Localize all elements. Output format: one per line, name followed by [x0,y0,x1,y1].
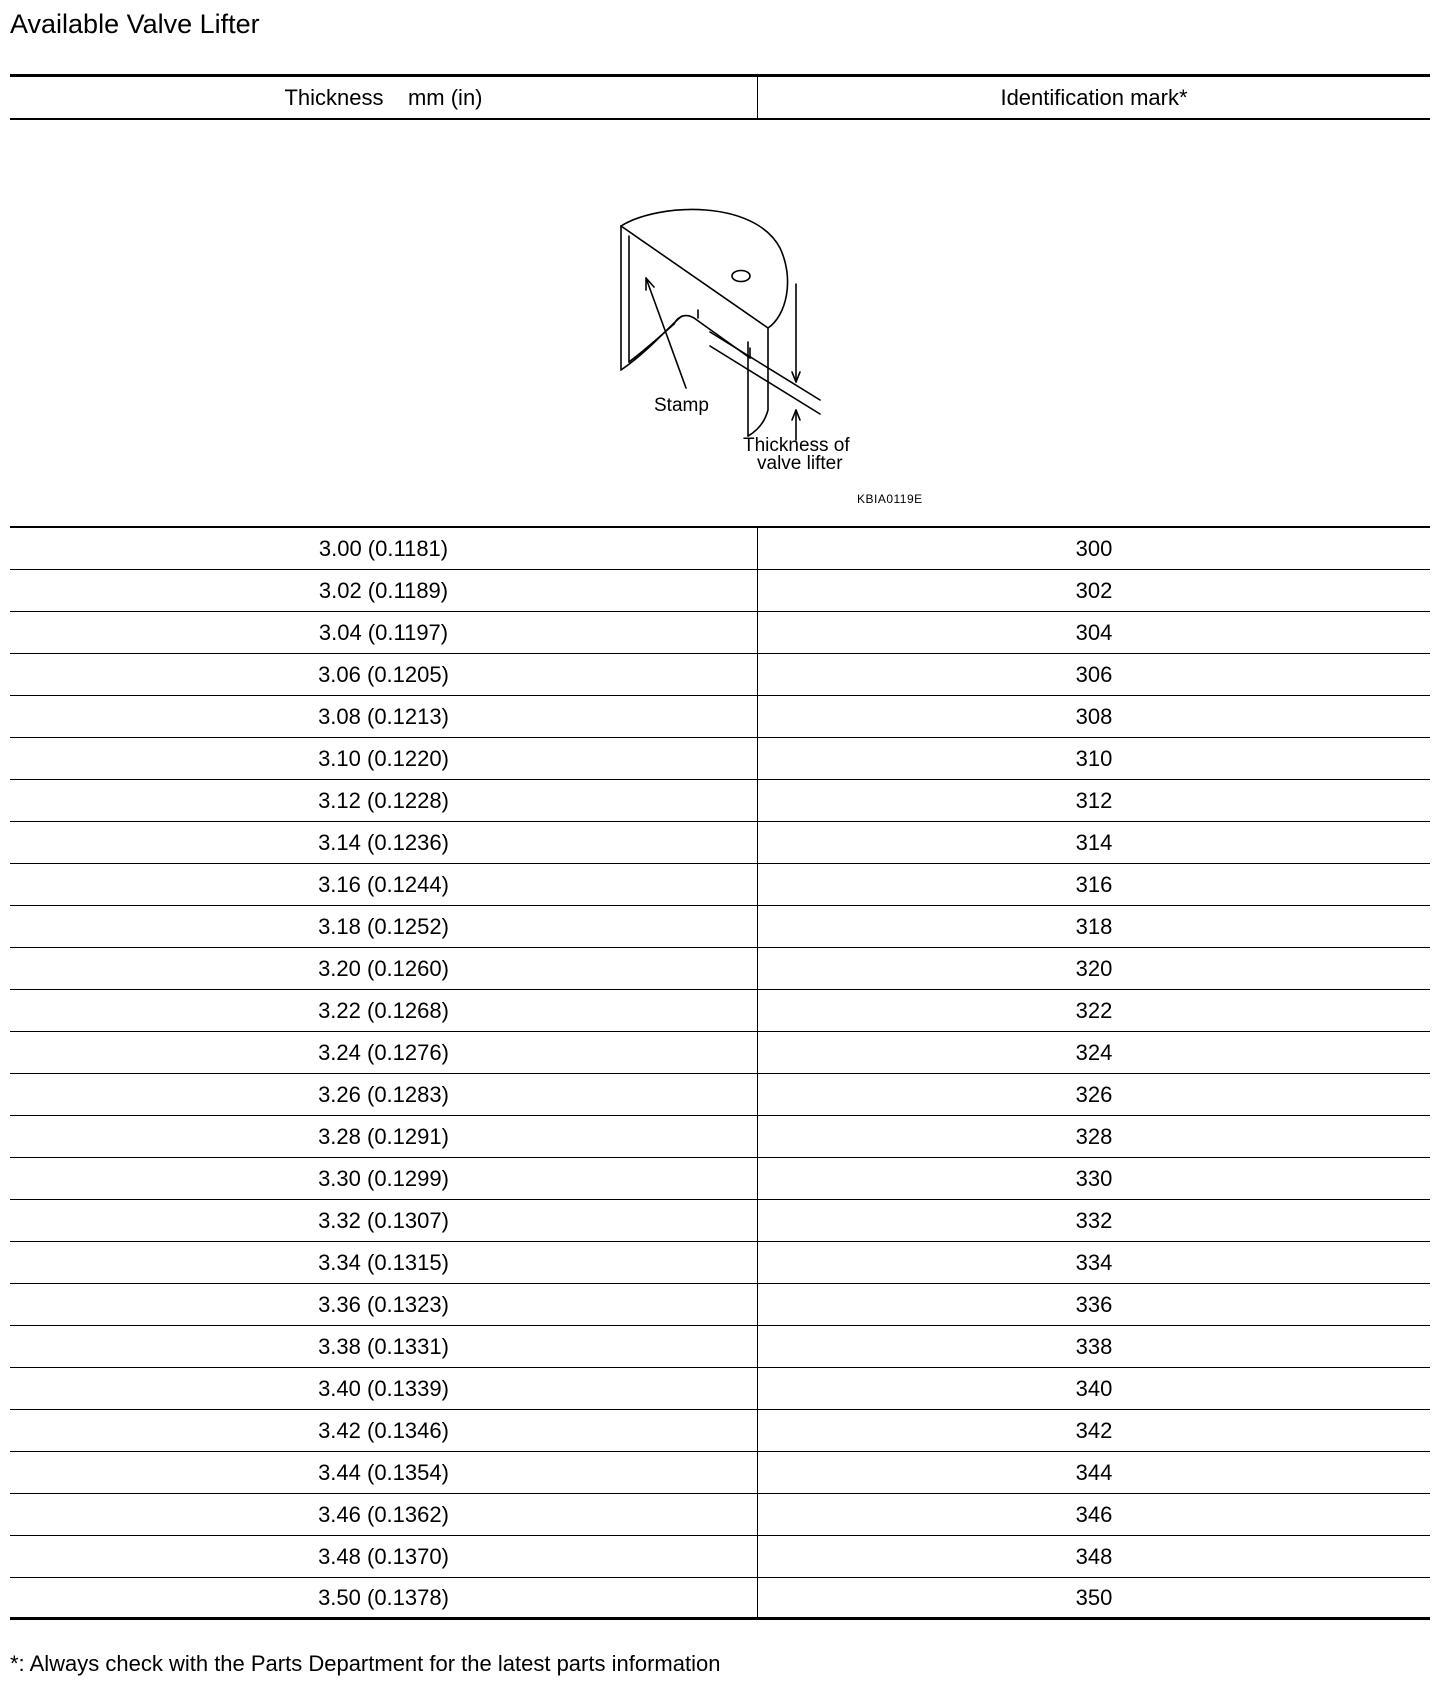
valve-lifter-figure [10,120,1430,528]
page-title: Available Valve Lifter [10,9,260,39]
thickness-cell: 3.34 (0.1315) [10,1242,758,1283]
identification-mark-cell: 300 [1075,535,1113,561]
header-identification-mark: Identification mark* [1000,84,1188,110]
identification-mark-cell: 304 [1075,619,1113,645]
table-row [10,1032,1430,1074]
thickness-cell: 3.24 (0.1276) [10,1032,758,1073]
table-row [10,1284,1430,1326]
table-row [10,1326,1430,1368]
thickness-cell: 3.18 (0.1252) [10,906,758,947]
thickness-cell: 3.14 (0.1236) [10,822,758,863]
stamp-label: Stamp [654,395,709,416]
identification-mark-cell: 310 [1075,745,1113,771]
table-body [10,528,1430,1620]
thickness-cell: 3.12 (0.1228) [10,780,758,821]
identification-mark-cell: 316 [1075,871,1113,897]
table-row [10,654,1430,696]
table-row [10,1536,1430,1578]
thickness-cell: 3.46 (0.1362) [10,1494,758,1535]
identification-mark-cell: 306 [1075,661,1113,687]
table-row [10,1158,1430,1200]
identification-mark-cell: 328 [1075,1123,1113,1149]
table-row [10,822,1430,864]
identification-mark-cell: 318 [1075,913,1113,939]
table-row [10,612,1430,654]
table-row [10,990,1430,1032]
thickness-cell: 3.42 (0.1346) [10,1410,758,1451]
table-row [10,570,1430,612]
identification-mark-cell: 320 [1075,955,1113,981]
table-row [10,1116,1430,1158]
header-thickness: Thickness mm (in) [10,77,758,118]
valve-lifter-table [10,74,1430,1620]
thickness-cell: 3.00 (0.1181) [10,528,758,569]
identification-mark-cell: 348 [1075,1543,1113,1569]
thickness-cell: 3.16 (0.1244) [10,864,758,905]
table-row [10,864,1430,906]
identification-mark-cell: 332 [1075,1207,1113,1233]
identification-mark-cell: 336 [1075,1291,1113,1317]
table-row [10,1452,1430,1494]
thickness-cell: 3.06 (0.1205) [10,654,758,695]
table-row [10,738,1430,780]
table-row [10,780,1430,822]
identification-mark-cell: 324 [1075,1039,1113,1065]
thickness-cell: 3.20 (0.1260) [10,948,758,989]
table-row [10,948,1430,990]
table-row [10,1494,1430,1536]
identification-mark-cell: 308 [1075,703,1113,729]
thickness-cell: 3.50 (0.1378) [10,1578,758,1617]
footnote: *: Always check with the Parts Department for the latest parts information [10,1651,721,1676]
thickness-label-line1: Thickness of [743,435,850,456]
thickness-label-line2: valve lifter [757,453,843,474]
thickness-cell: 3.44 (0.1354) [10,1452,758,1493]
table-header-row [10,77,1430,120]
table-row [10,1242,1430,1284]
identification-mark-cell: 346 [1075,1501,1113,1527]
thickness-cell: 3.40 (0.1339) [10,1368,758,1409]
table-row [10,906,1430,948]
table-row [10,1200,1430,1242]
thickness-cell: 3.26 (0.1283) [10,1074,758,1115]
identification-mark-cell: 314 [1075,829,1113,855]
table-row [10,1074,1430,1116]
identification-mark-cell: 330 [1075,1165,1113,1191]
figure-code: KBIA0119E [857,492,923,506]
thickness-cell: 3.08 (0.1213) [10,696,758,737]
identification-mark-cell: 344 [1075,1459,1113,1485]
thickness-cell: 3.30 (0.1299) [10,1158,758,1199]
thickness-cell: 3.04 (0.1197) [10,612,758,653]
identification-mark-cell: 334 [1075,1249,1113,1275]
thickness-cell: 3.36 (0.1323) [10,1284,758,1325]
thickness-cell: 3.28 (0.1291) [10,1116,758,1157]
table-row [10,528,1430,570]
thickness-cell: 3.48 (0.1370) [10,1536,758,1577]
identification-mark-cell: 342 [1075,1417,1113,1443]
identification-mark-cell: 326 [1075,1081,1113,1107]
identification-mark-cell: 340 [1075,1375,1113,1401]
identification-mark-cell: 338 [1075,1333,1113,1359]
table-row [10,1410,1430,1452]
identification-mark-cell: 302 [1075,577,1113,603]
identification-mark-cell: 350 [1075,1584,1113,1610]
thickness-cell: 3.22 (0.1268) [10,990,758,1031]
thickness-cell: 3.02 (0.1189) [10,570,758,611]
identification-mark-cell: 312 [1075,787,1113,813]
thickness-cell: 3.10 (0.1220) [10,738,758,779]
thickness-cell: 3.38 (0.1331) [10,1326,758,1367]
thickness-cell: 3.32 (0.1307) [10,1200,758,1241]
table-row [10,1368,1430,1410]
table-row [10,696,1430,738]
table-row [10,1578,1430,1620]
valve-lifter-diagram [10,120,1430,528]
identification-mark-cell: 322 [1075,997,1113,1023]
